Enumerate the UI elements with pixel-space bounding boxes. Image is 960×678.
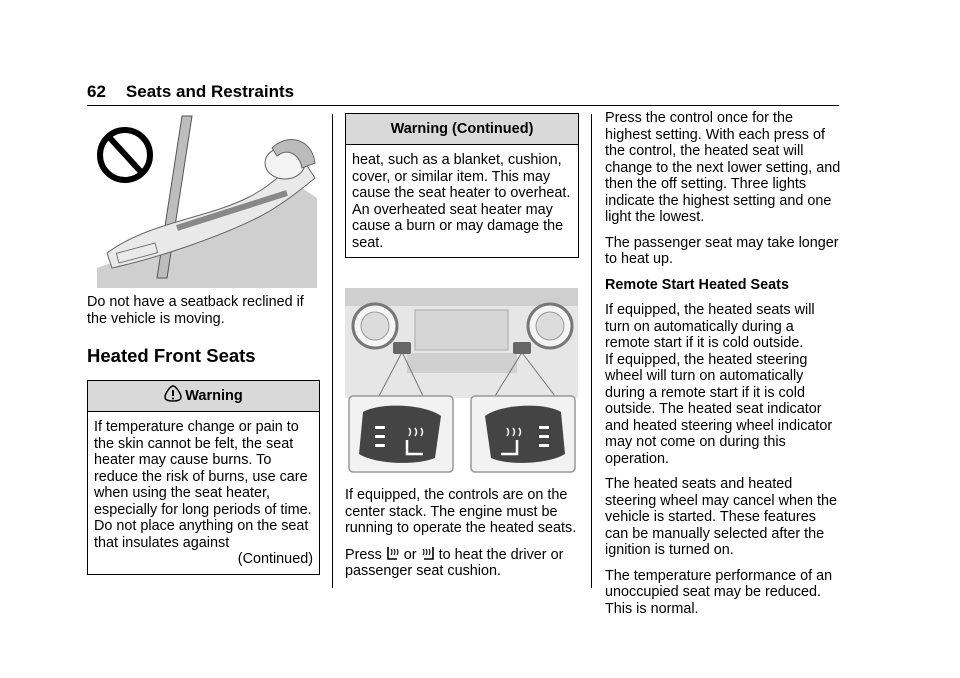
passenger-heat-text: The passenger seat may take longer to heat up.	[605, 234, 839, 267]
unoccupied-seat-text: The temperature performance of an unoccupied seat may be reduced. This is normal.	[605, 567, 833, 617]
warning-continued-body: heat, such as a blanket, cushion, cover, or similar item. This may cause the seat heater to overheat. An overheated seat heater may cause a burn or may damage the seat.	[352, 152, 571, 251]
press-instruction	[345, 546, 579, 580]
reclined-caption: Do not have a seatback reclined if the vehicle is moving.	[87, 294, 304, 327]
prohibition-icon	[100, 130, 150, 180]
warning-triangle-icon	[164, 385, 182, 403]
remote-start-text	[605, 302, 841, 467]
warning-text: If temperature change or pain to the skin cannot be felt, the seat heater may cause burns. To reduce the risk of burns, use care when using the seat heater, especially for long periods of time. Do not place anything on the seat that insulates against	[94, 419, 312, 551]
section-heading: Heated Front Seats	[87, 345, 256, 366]
column-2	[345, 113, 579, 589]
warning-box	[87, 380, 320, 575]
remote-start-heading: Remote Start Heated Seats	[605, 276, 789, 293]
controls-location-text: If equipped, the controls are on the center stack. The engine must be running to operate the heated seats.	[345, 487, 577, 536]
warning-title: Warning	[185, 388, 243, 404]
heated-seat-driver-icon	[359, 406, 441, 463]
press-or: or	[403, 546, 417, 563]
remote-wheel-text: If equipped, the heated steering wheel will turn on automatically during a remote start if it is cold outside. The heated seat indicator and heated steering wheel indicator may not come on during this operation.	[605, 351, 833, 467]
press-post: to heat the driver or passenger seat cushion.	[345, 546, 564, 579]
page-header	[87, 82, 839, 106]
heated-seat-passenger-icon	[485, 406, 565, 463]
heated-seat-passenger-icon	[421, 546, 435, 562]
warning-continued-header: Warning (Continued)	[346, 114, 578, 145]
continued-label: (Continued)	[237, 551, 313, 567]
column-1	[87, 108, 320, 575]
warning-continued-box	[345, 113, 579, 258]
setting-levels-text: Press the control once for the highest setting. With each press of the control, the heated seat will change to the next lower setting, and then the off setting. Three lights indicate the highest setting and one light the lowest.	[605, 110, 841, 225]
heated-seat-driver-icon	[386, 546, 400, 562]
column-divider	[332, 114, 333, 588]
heated-seat-controls-illustration	[345, 288, 578, 477]
warning-body	[88, 412, 319, 574]
page-number: 62	[87, 82, 106, 101]
section-title: Seats and Restraints	[125, 82, 295, 101]
column-3	[605, 110, 841, 626]
column-divider	[591, 114, 592, 588]
warning-header	[88, 381, 319, 412]
reclined-seatback-illustration	[87, 108, 317, 294]
remote-seats-text: If equipped, the heated seats will turn on automatically during a remote start if it is cold outside.	[605, 302, 815, 351]
press-pre: Press	[345, 546, 382, 563]
cancel-text: The heated seats and heated steering wheel may cancel when the vehicle is started. These features can be manually selected after the ignition is turned on.	[605, 476, 837, 558]
